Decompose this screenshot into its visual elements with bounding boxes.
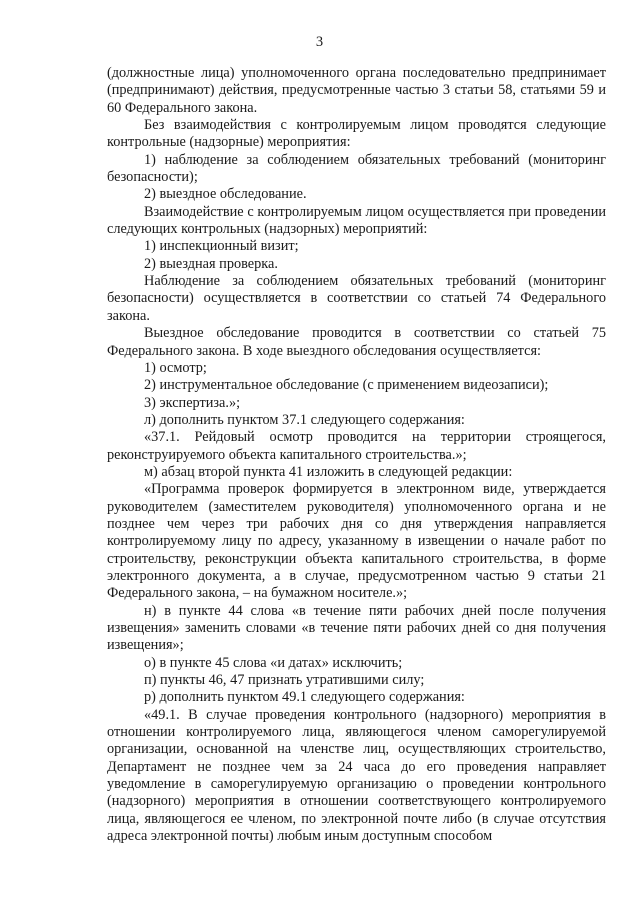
paragraph-2: Без взаимодействия с контролируемым лицом проводятся следующие контрольные (надзорные) мероприятия: — [107, 117, 606, 151]
list-item-m: м) абзац второй пункта 41 изложить в следующей редакции: — [144, 463, 513, 480]
list-item-inspection: 1) осмотр; — [144, 359, 207, 376]
list-item-monitoring: 1) наблюдение за соблюдением обязательных требований (мониторинг безопасности); — [107, 151, 606, 186]
paragraph-interaction: Взаимодействие с контролируемым лицом осуществляется при проведении следующих контрольных (надзорных) мероприятий: — [107, 203, 606, 238]
paragraph-1: (должностные лица) уполномоченного органа последовательно предпринимает (предпринимают) действия, предусмотренные частью 3 статьи 58, статьями 59 и 60 Федерального закона. — [107, 65, 606, 116]
list-item-inspection-visit: 1) инспекционный визит; — [144, 238, 299, 255]
list-item-field-check: 2) выездная проверка. — [144, 255, 278, 272]
paragraph-program: «Программа проверок формируется в электронном виде, утверждается руководителем (заместителем руководителя) уполномоченного органа и не позднее чем через три рабочих дня со дня утверждения направляется контролируемому лицу по адресу, указанному в извещении о начале работ по строительству, реконструкции объекта капитального строительства, в форме электронного документа, а в случае, предусмотренном частью 9 статьи 21 Федерального закона, – на бумажном носителе.»; — [107, 481, 606, 602]
list-item-field-survey: 2) выездное обследование. — [144, 186, 307, 203]
list-item-n: н) в пункте 44 слова «в течение пяти рабочих дней после получения извещения» заменить словами «в течение пяти рабочих дней со дня получения извещения»; — [107, 602, 606, 654]
list-item-l: л) дополнить пунктом 37.1 следующего содержания: — [144, 411, 465, 428]
paragraph-observation: Наблюдение за соблюдением обязательных требований (мониторинг безопасности) осуществляется в соответствии со статьей 74 Федерального закона. — [107, 273, 606, 324]
list-item-r: р) дополнить пунктом 49.1 следующего содержания: — [144, 689, 465, 706]
page-number: 3 — [315, 34, 324, 50]
list-item-instrumental: 2) инструментальное обследование (с применением видеозаписи); — [144, 377, 549, 394]
paragraph-49-1: «49.1. В случае проведения контрольного (надзорного) мероприятия в отношении контролируемого лица, являющегося членом саморегулируемой организации, основанной на членстве лиц, осуществляющих строительство, Департамент не позднее чем за 24 часа до его проведения направляет уведомление в саморегулируемую организацию о проведении контрольного (надзорного) мероприятия в отношении соответствующего контролируемого лица, являющегося ее членом, по электронной почте либо (в случае отсутствия адреса электронной почты) любым иным доступным способом — [107, 706, 606, 845]
list-item-expertise: 3) экспертиза.»; — [144, 394, 241, 411]
document-body — [107, 65, 606, 845]
list-item-o: о) в пункте 45 слова «и датах» исключить; — [144, 654, 403, 671]
paragraph-37-1: «37.1. Рейдовый осмотр проводится на территории строящегося, реконструируемого объекта капитального строительства.»; — [107, 429, 606, 463]
list-item-p: п) пункты 46, 47 признать утратившими силу; — [144, 672, 425, 689]
paragraph-field-survey: Выездное обследование проводится в соответствии со статьей 75 Федерального закона. В ходе выездного обследования осуществляется: — [107, 325, 606, 359]
